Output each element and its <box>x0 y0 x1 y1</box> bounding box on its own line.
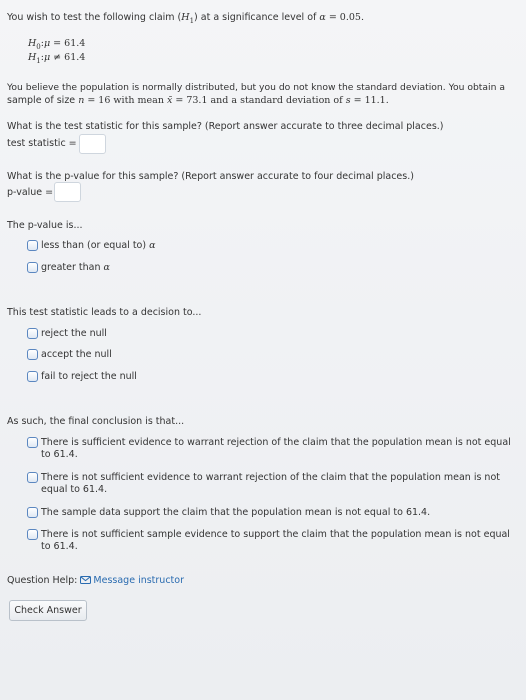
checkbox[interactable] <box>27 529 38 540</box>
info-line-2: sample of size n = 16 with mean x̄ = 73.1 and a standard deviation of s = 11.1. <box>7 95 389 106</box>
check-answer-button[interactable]: Check Answer <box>9 600 87 621</box>
checkbox[interactable] <box>27 240 38 251</box>
p-value-label: p-value = <box>7 187 54 198</box>
conclusion-option-2[interactable]: There is not sufficient evidence to warrant rejection of the claim that the population mean is not equal to 61.4. <box>27 472 524 496</box>
checkbox[interactable] <box>27 437 38 448</box>
option-fail-to-reject-null[interactable]: fail to reject the null <box>27 371 137 383</box>
conclusion-option-3[interactable]: The sample data support the claim that the population mean is not equal to 61.4. <box>27 507 430 519</box>
decision-prompt: This test statistic leads to a decision to... <box>7 307 202 318</box>
conclusion-option-4[interactable]: There is not sufficient sample evidence to support the claim that the population mean is not equal to 61.4. <box>27 529 517 553</box>
envelope-icon <box>80 576 91 588</box>
checkbox[interactable] <box>27 328 38 339</box>
conclusion-option-1[interactable]: There is sufficient evidence to warrant rejection of the claim that the population mean is not equal to 61.4. <box>27 437 522 461</box>
conclusion-prompt: As such, the final conclusion is that... <box>7 416 185 427</box>
test-statistic-prompt: What is the test statistic for this sample? (Report answer accurate to three decimal places.) <box>7 121 444 132</box>
alt-hypothesis: $H_1:\mu \ne 61.4$ <box>28 52 86 65</box>
p-value-input[interactable] <box>54 182 81 202</box>
p-value-compare-prompt: The p-value is... <box>7 220 83 231</box>
checkbox[interactable] <box>27 349 38 360</box>
message-instructor-link[interactable]: Message instructor <box>93 575 184 586</box>
option-reject-null[interactable]: reject the null <box>27 328 107 340</box>
option-less-than-alpha[interactable]: less than (or equal to) α <box>27 240 156 252</box>
test-statistic-label: test statistic = <box>7 138 77 149</box>
checkbox[interactable] <box>27 262 38 273</box>
claim-intro: You wish to test the following claim $(H_1)$ at a significance level of α = 0.05. <box>7 12 364 25</box>
option-greater-than-alpha[interactable]: greater than α <box>27 262 110 274</box>
checkbox[interactable] <box>27 371 38 382</box>
null-hypothesis: $H_0:\mu = 61.4$ <box>28 38 86 51</box>
p-value-prompt: What is the p-value for this sample? (Report answer accurate to four decimal places.) <box>7 171 414 182</box>
checkbox[interactable] <box>27 507 38 518</box>
checkbox[interactable] <box>27 472 38 483</box>
question-help: Question Help: Message instructor <box>7 575 184 586</box>
option-accept-null[interactable]: accept the null <box>27 349 112 361</box>
info-line-1: You believe the population is normally distributed, but you do not know the standard deviation. You obtain a <box>7 82 505 93</box>
test-statistic-input[interactable] <box>79 134 106 154</box>
